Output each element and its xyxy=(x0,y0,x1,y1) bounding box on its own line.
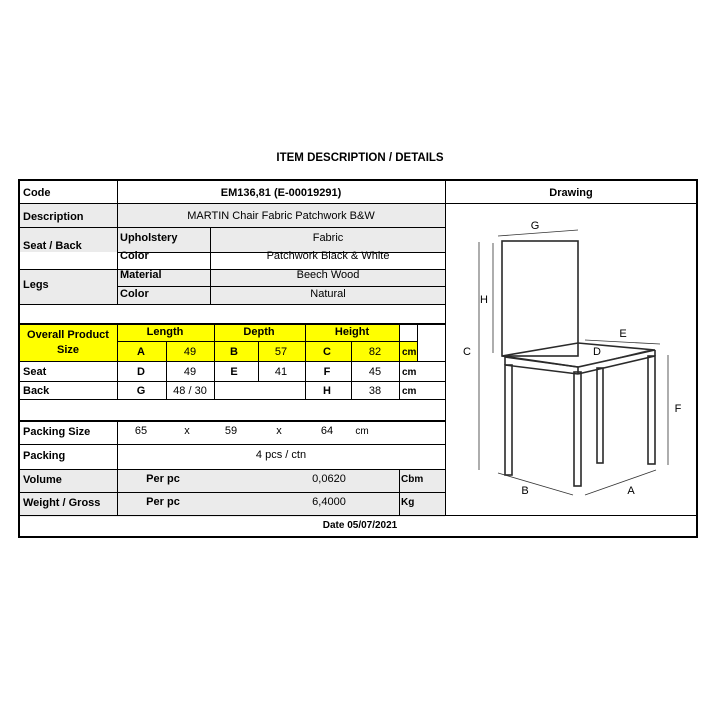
value-h: 38 xyxy=(368,385,382,397)
packing-height: 64 xyxy=(320,425,334,437)
packing-size-label: Packing Size xyxy=(23,426,91,438)
packing-x2: x xyxy=(276,425,282,437)
key-c: C xyxy=(323,346,331,358)
drawing-label-f: F xyxy=(674,403,682,415)
weight-value: 6,4000 xyxy=(312,496,346,508)
drawing-label-h: H xyxy=(480,294,488,306)
key-d: D xyxy=(137,366,145,378)
value-g: 48 / 30 xyxy=(173,385,207,397)
back-row-label: Back xyxy=(23,385,50,397)
key-g: G xyxy=(136,385,146,397)
key-e: E xyxy=(230,366,238,378)
packing-depth: 59 xyxy=(224,425,238,437)
value-c: 82 xyxy=(368,346,382,358)
drawing-label-a: A xyxy=(627,485,635,497)
upholstery-label: Upholstery xyxy=(120,232,178,244)
value-f: 45 xyxy=(368,366,382,378)
packing-length: 65 xyxy=(134,425,148,437)
chair-back-panel xyxy=(502,241,578,356)
chair-leg-back-right xyxy=(648,356,655,464)
drawing-label-g: G xyxy=(530,220,540,232)
seat-row-label: Seat xyxy=(23,366,47,378)
drawing-label-d: D xyxy=(593,346,601,358)
back-row-unit: cm xyxy=(402,386,417,397)
height-header: Height xyxy=(334,326,370,338)
description-value: MARTIN Chair Fabric Patchwork B&W xyxy=(187,210,375,222)
material-label: Material xyxy=(120,269,162,281)
date-footer: Date 05/07/2021 xyxy=(322,520,398,531)
volume-unit: Cbm xyxy=(401,474,424,485)
legs-color-value: Natural xyxy=(310,288,346,300)
overall-label-line2: Size xyxy=(56,344,80,356)
packing-label: Packing xyxy=(23,450,66,462)
length-header: Length xyxy=(146,326,184,338)
legs-color-label: Color xyxy=(120,288,149,300)
seat-back-label: Seat / Back xyxy=(23,240,82,252)
weight-unit: Kg xyxy=(401,497,415,508)
packing-value: 4 pcs / ctn xyxy=(255,449,307,461)
seat-row-unit: cm xyxy=(402,367,417,378)
drawing-label-e: E xyxy=(619,328,627,340)
chair-leg-front-right xyxy=(574,372,581,486)
weight-label: Weight / Gross xyxy=(23,497,101,509)
packing-size-unit: cm xyxy=(355,426,369,437)
key-f: F xyxy=(323,366,331,378)
key-h: H xyxy=(323,385,331,397)
chair-outline xyxy=(502,241,655,486)
overall-unit: cm xyxy=(402,347,417,358)
packing-x1: x xyxy=(184,425,190,437)
material-value: Beech Wood xyxy=(296,269,360,281)
seat-color-value: Patchwork Black & White xyxy=(266,250,390,262)
volume-per: Per pc xyxy=(146,473,180,485)
drawing-label-b: B xyxy=(521,485,529,497)
key-a: A xyxy=(137,346,145,358)
volume-value: 0,0620 xyxy=(312,473,346,485)
upholstery-value: Fabric xyxy=(312,232,344,244)
value-b: 57 xyxy=(274,346,288,358)
value-e: 41 xyxy=(274,366,288,378)
value-a: 49 xyxy=(183,346,197,358)
chair-leg-front-left xyxy=(505,365,512,475)
depth-header: Depth xyxy=(243,326,275,338)
description-label: Description xyxy=(23,211,84,223)
sheet-title: ITEM DESCRIPTION / DETAILS xyxy=(276,152,444,164)
code-label: Code xyxy=(23,187,51,199)
key-b: B xyxy=(230,346,238,358)
weight-per: Per pc xyxy=(146,496,180,508)
overall-label-line1: Overall Product xyxy=(27,329,109,341)
code-value: EM136,81 (E-00019291) xyxy=(220,187,342,199)
chair-leg-back-left xyxy=(597,368,603,463)
seat-color-label: Color xyxy=(120,250,149,262)
drawing-header: Drawing xyxy=(549,187,593,199)
drawing-label-c: C xyxy=(463,346,471,358)
legs-label: Legs xyxy=(23,279,49,291)
volume-label: Volume xyxy=(23,474,62,486)
value-d: 49 xyxy=(183,366,197,378)
